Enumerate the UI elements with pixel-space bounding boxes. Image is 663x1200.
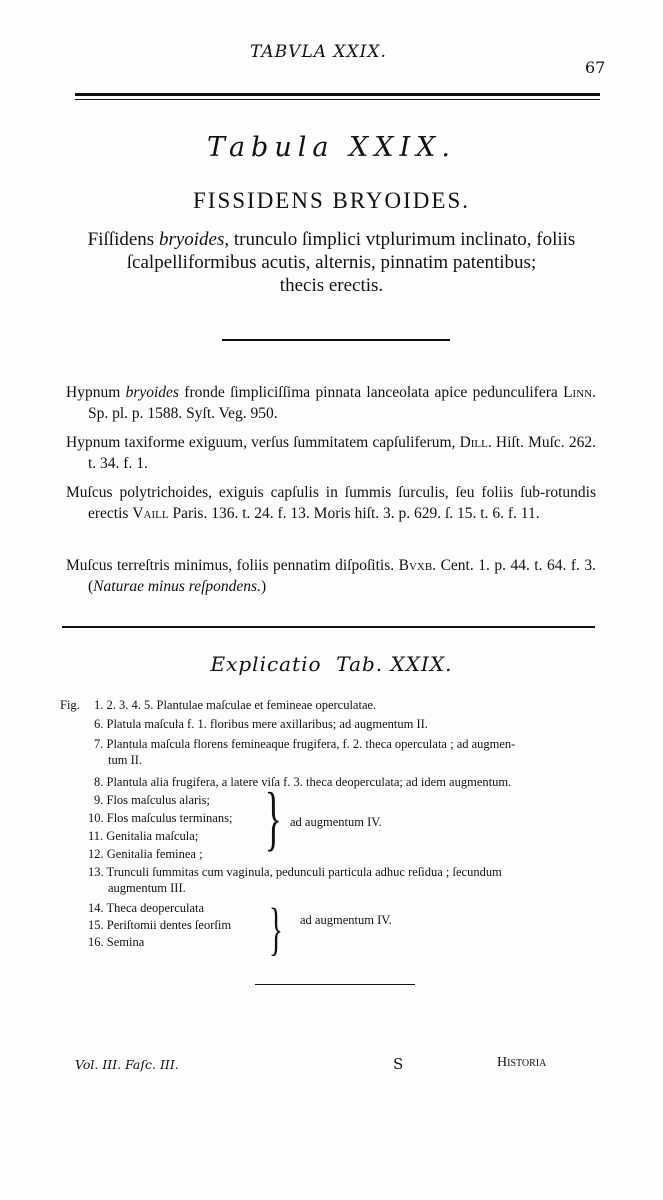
short-ornament-rule <box>222 339 450 341</box>
brace: } <box>268 896 283 961</box>
fig-item: 7. Plantula maſcula florens femineaque frugifera, f. 2. theca operculata ; ad augmen- <box>94 737 516 751</box>
section-rule <box>62 626 595 628</box>
plate-title: Tabula XXIX. <box>207 132 456 163</box>
diagnosis-line: , trunculo ſimplici vtplurimum inclinato, foliis <box>224 229 576 250</box>
fig-label: Fig. <box>60 698 80 712</box>
end-rule <box>255 984 415 985</box>
synonym-entry: Hypnum taxiforme exiguum, verſus ſummitatem capſuliferum, Dill. Hiſt. Muſc. 262. t. 34. f. 1. <box>66 434 596 472</box>
synonym-entry: Muſcus terreſtris minimus, foliis pennatim diſpoſitis. Bvxb. Cent. 1. p. 44. t. 64. f. 3. (Naturae minus reſpondens.) <box>66 557 596 595</box>
catchword: Historia <box>497 1055 547 1070</box>
running-title: TABVLA XXIX. <box>250 42 387 62</box>
synonym-entry: Hypnum bryoides fronde ſimpliciſſima pinnata lanceolata apice pedunculifera Linn. Sp. pl. p. 1588. Syſt. Veg. 950. <box>66 384 596 422</box>
fig-item: 11. Genitalia maſcula; <box>88 829 199 843</box>
fig-item: 16. Semina <box>88 935 145 949</box>
brace: } <box>264 778 282 858</box>
fig-item: augmentum III. <box>108 881 186 895</box>
signature-mark: S <box>393 1055 404 1073</box>
page-number: 67 <box>585 58 606 77</box>
ornamental-rule-thin <box>75 99 600 100</box>
epithet: bryoides <box>158 229 225 250</box>
fig-item: 8. Plantula alia frugifera, a latere viſa f. 3. theca deoperculata; ad idem augmentum. <box>94 775 512 789</box>
synonym-entry: Muſcus polytrichoides, exiguis capſulis in ſummis ſurculis, ſeu foliis ſub-rotundis erectis Vaill Paris. 136. t. 24. f. 13. Moris hiſt. 3. p. 629. ſ. 15. t. 6. f. 11. <box>66 484 596 522</box>
fig-item: 6. Platula maſcula f. 1. floribus mere axillaribus; ad augmentum II. <box>94 717 428 731</box>
fig-item: 14. Theca deoperculata <box>88 901 205 915</box>
diagnosis-line: ſcalpelliformibus acutis, alternis, pinnatim patentibus; <box>126 252 537 273</box>
fig-item: tum II. <box>108 753 143 767</box>
group-label: ad augmentum IV. <box>290 815 382 829</box>
fig-item: 12. Genitalia feminea ; <box>88 847 203 861</box>
species-title: FISSIDENS BRYOIDES. <box>193 188 470 213</box>
group-label: ad augmentum IV. <box>300 913 392 927</box>
genus: Fiſſidens <box>87 229 155 250</box>
fig-item: 15. Periſtomii dentes ſeorſim <box>88 918 232 932</box>
explicatio-heading: Explicatio Tab. XXIX. <box>210 652 453 676</box>
ornamental-rule <box>75 93 600 96</box>
fig-item: 1. 2. 3. 4. 5. Plantulae maſculae et femineae operculatae. <box>94 698 377 712</box>
diagnosis <box>0 228 663 297</box>
fig-item: 10. Flos maſculus terminans; <box>88 811 233 825</box>
fig-item: 9. Flos maſculus alaris; <box>94 793 210 807</box>
diagnosis-line: thecis erectis. <box>279 275 384 296</box>
fig-item: 13. Trunculi ſummitas cum vaginula, pedunculi particula adhuc reſidua ; ſecundum <box>88 865 502 879</box>
volume-label: Vol. III. Faſc. III. <box>75 1057 179 1072</box>
